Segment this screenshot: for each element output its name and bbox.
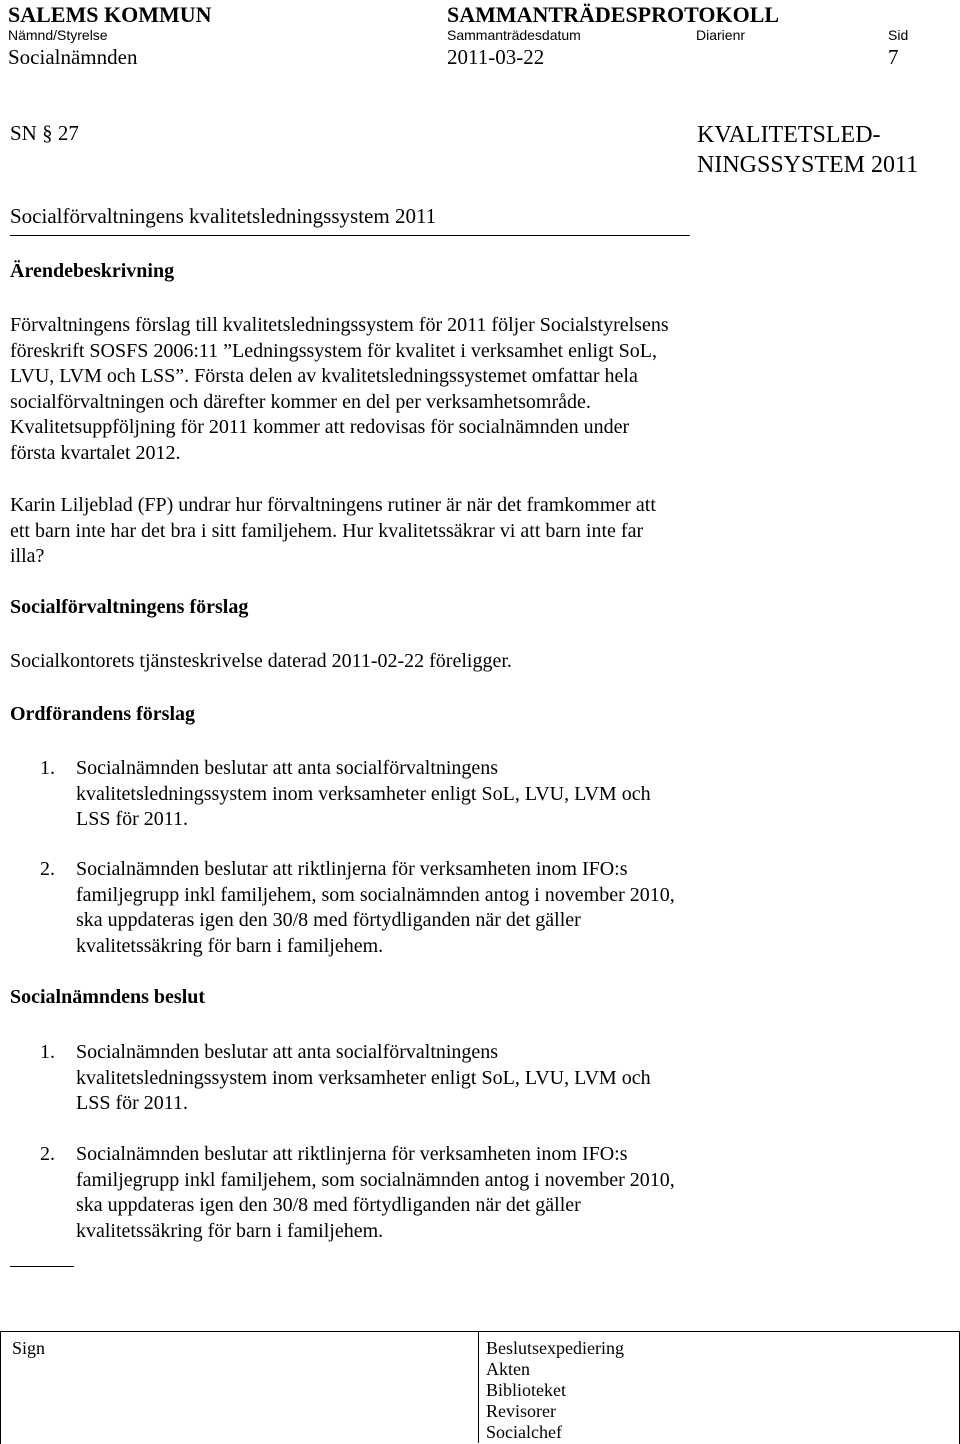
footer-divider <box>478 1331 479 1443</box>
distribution-item: Biblioteket <box>486 1380 566 1400</box>
decision-item-1-text: Socialnämnden beslutar att anta socialförvaltningens kvalitetsledningssystem inom verksamheter enligt SoL, LVU, LVM och LSS för 2011. <box>76 1041 651 1114</box>
footer-box <box>0 1331 960 1444</box>
page-number: 7 <box>888 45 899 69</box>
proposal-text: Socialkontorets tjänsteskrivelse daterad 2011-02-22 föreligger. <box>10 650 512 672</box>
distribution-list <box>486 1338 624 1443</box>
description-paragraph-1: Förvaltningens förslag till kvalitetsledningssystem för 2011 följer Socialstyrelsens föreskrift SOSFS 2006:11 ”Ledningssystem för kvalitet i verksamhet enligt SoL, LVU, LVM och LSS”. Första delen av kvalitetsledningssystemet omfattar hela socialförvaltningen och därefter kommer en del per verksamhetsområde. Kvalitetsuppföljning för 2011 kommer att redovisas för socialnämnden under första kvartalet 2012. <box>10 314 669 464</box>
body-value: Socialnämnden <box>8 45 138 69</box>
distribution-item: Akten <box>486 1359 530 1379</box>
chair-item-1-number: 1. <box>40 757 55 779</box>
decision-item-2-number: 2. <box>40 1143 55 1165</box>
chair-item-2-text: Socialnämnden beslutar att riktlinjerna för verksamheten inom IFO:s familjegrupp inkl familjehem, som socialnämnden antog i november 2010, ska uppdateras igen den 30/8 med förtydliganden när det gäller kvalitetssäkring för barn i familjehem. <box>76 858 675 957</box>
description-heading: Ärendebeskrivning <box>10 260 175 282</box>
description-paragraph-2: Karin Liljeblad (FP) undrar hur förvaltningens rutiner är när det framkommer att ett barn inte har det bra i sitt familjehem. Hur kvalitetssäkrar vi att barn inte far illa? <box>10 494 656 567</box>
case-title <box>697 120 918 180</box>
case-title-line-1: KVALITETSLED- <box>697 122 881 148</box>
case-title-line-2: NINGSSYSTEM 2011 <box>697 152 919 178</box>
case-number: SN § 27 <box>10 121 79 145</box>
date-value: 2011-03-22 <box>447 45 545 69</box>
reg-number-label: Diarienr <box>696 27 746 43</box>
decision-item-1-number: 1. <box>40 1041 55 1063</box>
date-label: Sammanträdesdatum <box>447 27 581 43</box>
distribution-item: Socialchef <box>486 1422 562 1442</box>
page-label: Sid <box>888 27 909 43</box>
chair-proposal-heading: Ordförandens förslag <box>10 703 195 725</box>
document-type: SAMMANTRÄDESPROTOKOLL <box>447 2 780 27</box>
decision-heading: Socialnämndens beslut <box>10 986 206 1008</box>
proposal-heading: Socialförvaltningens förslag <box>10 596 249 618</box>
organization-name: SALEMS KOMMUN <box>8 2 212 27</box>
distribution-item: Beslutsexpediering <box>486 1338 624 1358</box>
chair-item-1-text: Socialnämnden beslutar att anta socialförvaltningens kvalitetsledningssystem inom verksamheter enligt SoL, LVU, LVM och LSS för 2011. <box>76 757 651 830</box>
body-label: Nämnd/Styrelse <box>8 27 108 43</box>
chair-item-2-number: 2. <box>40 858 55 880</box>
signature-label: Sign <box>12 1338 46 1358</box>
decision-item-2-text: Socialnämnden beslutar att riktlinjerna för verksamheten inom IFO:s familjegrupp inkl familjehem, som socialnämnden antog i november 2010, ska uppdateras igen den 30/8 med förtydliganden när det gäller kvalitetssäkring för barn i familjehem. <box>76 1143 675 1242</box>
case-subject: Socialförvaltningens kvalitetsledningssystem 2011 <box>10 204 690 236</box>
end-rule <box>10 1266 74 1267</box>
distribution-item: Revisorer <box>486 1401 556 1421</box>
